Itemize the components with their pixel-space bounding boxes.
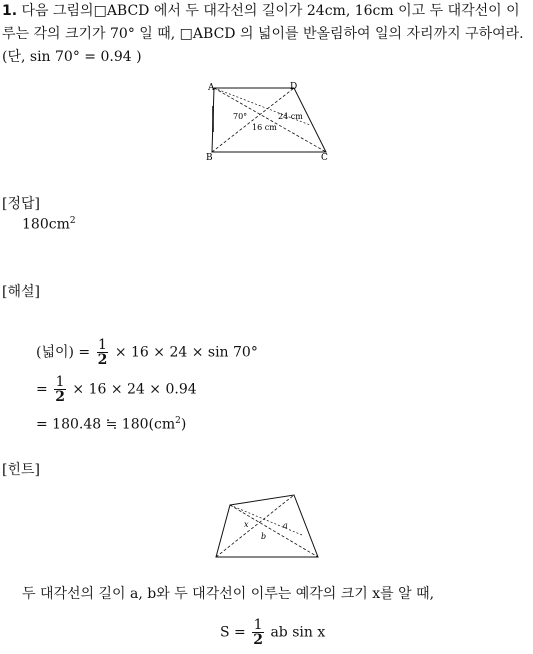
hint-diagonal-1 — [230, 505, 318, 557]
vertex-label-c: C — [321, 153, 328, 163]
solution-line3-end: ) — [180, 416, 187, 433]
problem-statement — [2, 0, 530, 69]
hint-figure — [210, 490, 325, 562]
solution-line-1 — [36, 338, 258, 367]
formula-left: S = — [220, 624, 246, 641]
hint-quadrilateral-outline — [216, 495, 318, 557]
diagonal-length-24: 24 cm — [278, 112, 303, 121]
vertex-label-a: A — [208, 83, 215, 93]
vertex-label-b: B — [206, 153, 213, 163]
answer-text: 180cm — [22, 216, 70, 233]
solution-line-2 — [36, 375, 197, 404]
hint-label-x: x — [244, 520, 249, 529]
hint-label-a: a — [283, 521, 288, 530]
solution-line2-left: = — [36, 381, 48, 398]
answer-header: [정답] — [2, 196, 40, 212]
hint-header: [힌트] — [2, 462, 40, 478]
fraction-numerator: 1 — [55, 374, 65, 390]
hint-formula — [220, 618, 325, 647]
solution-line3-text: = 180.48 ≒ 180(cm — [36, 416, 176, 433]
solution-line3-exponent: 2 — [175, 416, 181, 426]
fraction-numerator: 1 — [253, 617, 263, 633]
solution-line2-right: × 16 × 24 × 0.94 — [72, 381, 197, 398]
problem-number: 1. — [2, 3, 18, 19]
answer-value — [22, 216, 76, 233]
formula-right: ab sin x — [270, 624, 326, 641]
fraction-denominator: 2 — [55, 389, 65, 405]
problem-text: 다음 그림의□ABCD 에서 두 대각선의 길이가 24cm, 16cm 이고 두 대각선이 이루는 각의 크기가 70° 일 때, □ABCD 의 넓이를 반올림하여 일의 자리까지 구하여라. (단, sin 70° = 0.94 ) — [2, 3, 524, 65]
fraction-half-2 — [54, 375, 66, 404]
solution-line-3 — [36, 416, 186, 433]
quadrilateral-outline — [212, 88, 326, 152]
angle-label: 70° — [233, 112, 248, 121]
fraction-denominator: 2 — [97, 352, 108, 368]
solution-header: [해설] — [2, 284, 40, 300]
hint-label-b: b — [261, 532, 267, 541]
diagonal-length-16: 16 cm — [252, 123, 277, 132]
quadrilateral-figure — [200, 80, 340, 164]
solution-line1-right: × 16 × 24 × sin 70° — [114, 344, 258, 361]
formula-fraction — [252, 618, 264, 647]
solution-line1-left: (넓이) = — [36, 344, 91, 361]
hint-diagonal-3 — [230, 505, 302, 535]
answer-exponent: 2 — [69, 216, 76, 226]
diagonal-ac — [214, 88, 326, 152]
fraction-half-1 — [97, 338, 109, 367]
vertex-label-d: D — [290, 82, 298, 92]
fraction-numerator: 1 — [98, 337, 107, 353]
hint-text: 두 대각선의 길이 a, b와 두 대각선이 이루는 예각의 크기 x를 알 때, — [22, 586, 435, 602]
fraction-denominator: 2 — [253, 632, 263, 648]
